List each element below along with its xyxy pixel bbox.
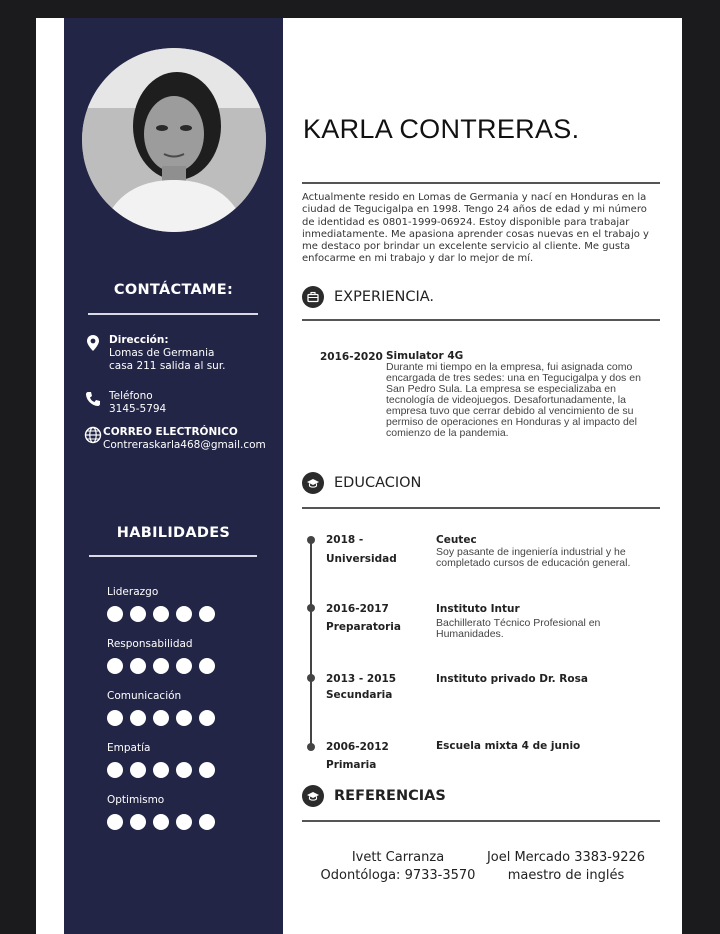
skill-rating bbox=[107, 762, 215, 778]
rating-dot bbox=[107, 762, 123, 778]
skill-item bbox=[107, 638, 215, 674]
rating-dot bbox=[107, 710, 123, 726]
briefcase-icon bbox=[302, 286, 324, 308]
contact-heading: CONTÁCTAME: bbox=[113, 282, 234, 298]
education-period: 2016-2017 bbox=[326, 603, 389, 615]
skill-rating bbox=[107, 814, 215, 830]
education-level: Secundaria bbox=[326, 689, 393, 701]
rating-dot bbox=[176, 814, 192, 830]
education-description: Soy pasante de ingeniería industrial y he completado cursos de educación general. bbox=[436, 546, 631, 569]
rating-dot bbox=[153, 606, 169, 622]
education-divider bbox=[302, 507, 660, 509]
skills-divider bbox=[89, 555, 257, 557]
experience-company: Simulator 4G bbox=[386, 350, 464, 362]
references-heading bbox=[302, 785, 446, 807]
education-description: Bachillerato Técnico Profesional en Humanidades. bbox=[436, 617, 601, 640]
education-school: Escuela mixta 4 de junio bbox=[436, 740, 581, 752]
rating-dot bbox=[130, 762, 146, 778]
skill-rating bbox=[107, 658, 215, 674]
timeline-dot bbox=[307, 674, 315, 682]
reference-detail: Odontóloga: 9733-3570 bbox=[320, 868, 476, 883]
education-level: Primaria bbox=[326, 759, 377, 771]
education-timeline bbox=[310, 540, 312, 750]
skill-item bbox=[107, 690, 215, 726]
phone-value: 3145-5794 bbox=[109, 403, 167, 415]
education-period: 2018 - bbox=[326, 534, 364, 546]
address-label: Dirección: bbox=[109, 334, 169, 346]
education-school: Ceutec bbox=[436, 534, 477, 546]
skills-heading: HABILIDADES bbox=[116, 525, 231, 541]
address-line-2: casa 211 salida al sur. bbox=[109, 360, 226, 372]
graduation-cap-icon bbox=[302, 472, 324, 494]
rating-dot bbox=[130, 814, 146, 830]
references-divider bbox=[302, 820, 660, 822]
education-period: 2006-2012 bbox=[326, 741, 389, 753]
profile-summary: Actualmente resido en Lomas de Germania y nací en Honduras en la ciudad de Tegucigalpa en 1998. Tengo 24 años de edad y mi número de identidad es 0801-1999-06924. Estoy disponible para trabajar inmediatamente. Me apasiona aprender cosas nuevas en el trabajo y me destaco por brindar un excelente servicio al cliente. Me gusta enfocarme en mi trabajo y dar lo mejor de mí. bbox=[302, 192, 649, 265]
location-pin-icon bbox=[84, 334, 102, 352]
rating-dot bbox=[153, 658, 169, 674]
skill-rating bbox=[107, 710, 215, 726]
email-label: CORREO ELECTRÓNICO bbox=[103, 426, 238, 438]
reference-detail: maestro de inglés bbox=[507, 868, 625, 883]
candidate-name: KARLA CONTRERAS. bbox=[303, 114, 580, 144]
skill-item bbox=[107, 586, 215, 622]
reference-name: Joel Mercado 3383-9226 bbox=[486, 850, 646, 865]
skill-name: Liderazgo bbox=[107, 586, 159, 598]
globe-icon bbox=[84, 426, 102, 444]
phone-row bbox=[84, 390, 166, 416]
skill-rating bbox=[107, 606, 215, 622]
skill-name: Comunicación bbox=[107, 690, 182, 702]
experience-divider bbox=[302, 319, 660, 321]
rating-dot bbox=[199, 710, 215, 726]
graduation-cap-icon bbox=[302, 785, 324, 807]
address-row bbox=[84, 334, 226, 373]
rating-dot bbox=[130, 658, 146, 674]
phone-label: Teléfono bbox=[109, 390, 153, 402]
skill-name: Empatía bbox=[107, 742, 151, 754]
rating-dot bbox=[176, 658, 192, 674]
rating-dot bbox=[199, 762, 215, 778]
profile-photo bbox=[82, 48, 266, 232]
phone-icon bbox=[84, 390, 102, 408]
rating-dot bbox=[176, 710, 192, 726]
rating-dot bbox=[199, 606, 215, 622]
education-school: Instituto Intur bbox=[436, 603, 520, 615]
email-value: Contreraskarla468@gmail.com bbox=[103, 439, 266, 451]
rating-dot bbox=[107, 814, 123, 830]
education-level: Universidad bbox=[326, 553, 397, 565]
rating-dot bbox=[130, 606, 146, 622]
rating-dot bbox=[199, 814, 215, 830]
resume-page bbox=[36, 18, 682, 934]
education-school: Instituto privado Dr. Rosa bbox=[436, 673, 588, 685]
experience-title: EXPERIENCIA. bbox=[334, 289, 435, 305]
reference-name: Ivett Carranza bbox=[351, 850, 445, 865]
skill-name: Responsabilidad bbox=[107, 638, 193, 650]
skill-item bbox=[107, 742, 215, 778]
reference-item bbox=[482, 849, 650, 885]
rating-dot bbox=[176, 606, 192, 622]
education-level: Preparatoria bbox=[326, 621, 401, 633]
rating-dot bbox=[199, 658, 215, 674]
education-period: 2013 - 2015 bbox=[326, 673, 397, 685]
experience-description: Durante mi tiempo en la empresa, fui asignada como encargada de tres sedes: una en Tegucigalpa y dos en San Pedro Sula. La empresa se especializaba en tecnología de videojuegos. Desafortunadamente, la empresa tuvo que cerrar debido al vencimiento de su permiso de operaciones en Honduras y al impacto del comienzo de la pandemia. bbox=[386, 361, 641, 439]
sidebar bbox=[64, 18, 283, 934]
reference-item bbox=[318, 849, 478, 885]
timeline-dot bbox=[307, 743, 315, 751]
rating-dot bbox=[176, 762, 192, 778]
address-line-1: Lomas de Germania bbox=[109, 347, 215, 359]
rating-dot bbox=[153, 762, 169, 778]
education-title: EDUCACION bbox=[334, 475, 422, 491]
rating-dot bbox=[153, 710, 169, 726]
contact-divider bbox=[88, 313, 258, 315]
experience-heading bbox=[302, 286, 434, 308]
email-row bbox=[84, 426, 266, 452]
skill-item bbox=[107, 794, 215, 830]
references-title: REFERENCIAS bbox=[334, 788, 446, 804]
rating-dot bbox=[130, 710, 146, 726]
rating-dot bbox=[107, 606, 123, 622]
education-heading bbox=[302, 472, 421, 494]
rating-dot bbox=[107, 658, 123, 674]
name-divider bbox=[302, 182, 660, 184]
timeline-dot bbox=[307, 604, 315, 612]
experience-years: 2016-2020 bbox=[320, 351, 383, 363]
rating-dot bbox=[153, 814, 169, 830]
timeline-dot bbox=[307, 536, 315, 544]
skill-name: Optimismo bbox=[107, 794, 165, 806]
